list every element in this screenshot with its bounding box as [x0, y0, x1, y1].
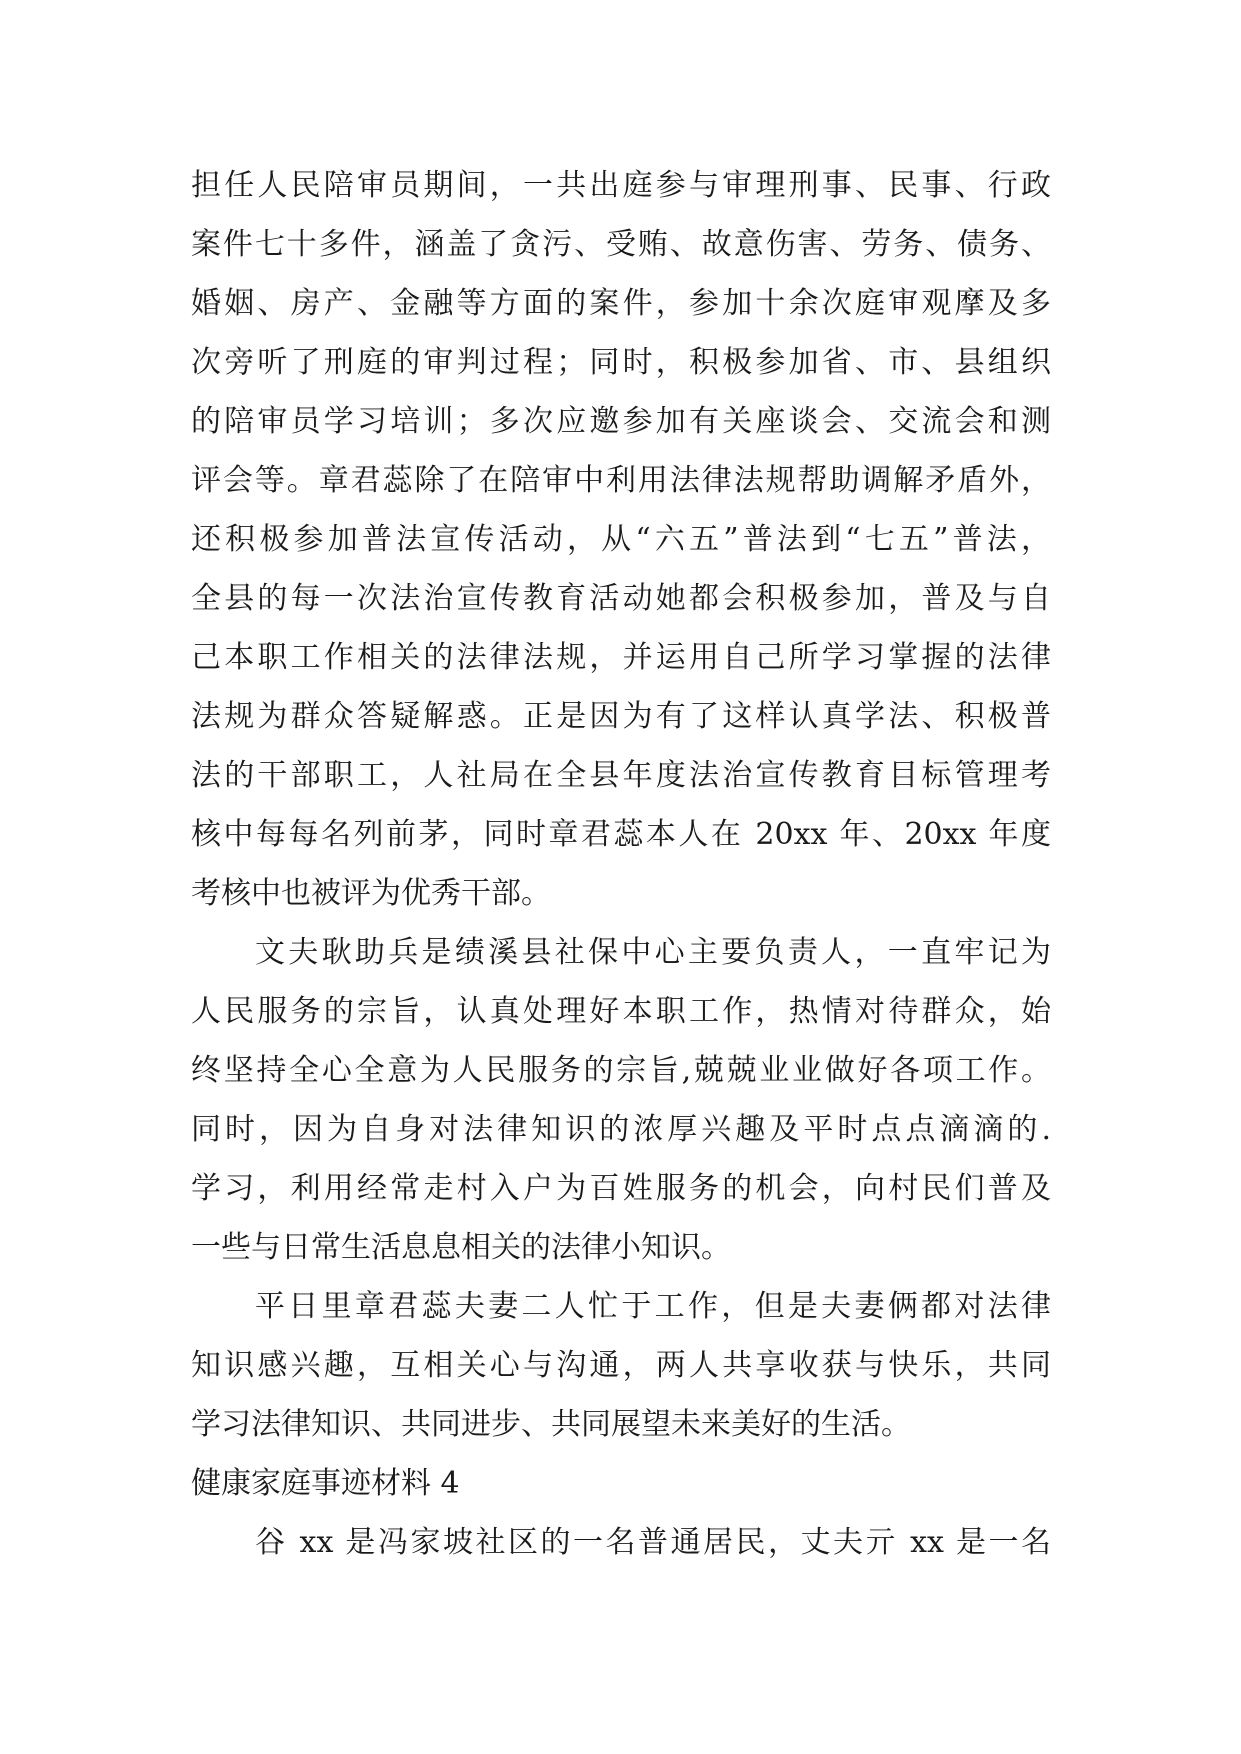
paragraph-line: 文夫耿助兵是绩溪县社保中心主要负责人，一直牢记为 [255, 935, 1051, 970]
paragraph-line: 人民服务的宗旨，认真处理好本职工作，热情对待群众，始 [191, 994, 1051, 1029]
paragraph-line: 次旁听了刑庭的审判过程；同时，积极参加省、市、县组织 [191, 345, 1051, 380]
paragraph-line: 谷 xx 是冯家坡社区的一名普通居民，丈夫亓 xx 是一名 [255, 1525, 1051, 1560]
document-body [191, 156, 1051, 1572]
paragraph-line: 案件七十多件，涵盖了贪污、受贿、故意伤害、劳务、债务、 [191, 227, 1051, 262]
paragraph-line: 终坚持全心全意为人民服务的宗旨,兢兢业业做好各项工作。 [191, 1053, 1051, 1088]
paragraph-line: 学习，利用经常走村入户为百姓服务的机会，向村民们普及 [191, 1171, 1051, 1206]
paragraph-line: 己本职工作相关的法律法规，并运用自己所学习掌握的法律 [191, 640, 1051, 675]
paragraph-line: 平日里章君蕊夫妻二人忙于工作，但是夫妻俩都对法律 [255, 1289, 1051, 1324]
paragraph-line: 考核中也被评为优秀干部。 [191, 876, 551, 911]
paragraph-line: 核中每每名列前茅，同时章君蕊本人在 20xx 年、20xx 年度 [191, 817, 1051, 852]
paragraph-line: 全县的每一次法治宣传教育活动她都会积极参加，普及与自 [191, 581, 1051, 616]
paragraph-line: 知识感兴趣，互相关心与沟通，两人共享收获与快乐，共同 [191, 1348, 1051, 1383]
paragraph-line: 评会等。章君蕊除了在陪审中利用法律法规帮助调解矛盾外， [191, 463, 1051, 498]
section-heading: 健康家庭事迹材料 4 [191, 1466, 460, 1501]
paragraph-line: 法的干部职工，人社局在全县年度法治宣传教育目标管理考 [191, 758, 1051, 793]
paragraph-line: 的陪审员学习培训；多次应邀参加有关座谈会、交流会和测 [191, 404, 1051, 439]
paragraph-line: 担任人民陪审员期间，一共出庭参与审理刑事、民事、行政 [191, 168, 1051, 203]
paragraph-line: 婚姻、房产、金融等方面的案件，参加十余次庭审观摩及多 [191, 286, 1051, 321]
paragraph-line: 学习法律知识、共同进步、共同展望未来美好的生活。 [191, 1407, 911, 1442]
paragraph-line: 同时，因为自身对法律知识的浓厚兴趣及平时点点滴滴的. [191, 1112, 1051, 1147]
paragraph-line: 一些与日常生活息息相关的法律小知识。 [191, 1230, 731, 1265]
paragraph-line: 还积极参加普法宣传活动，从“六五”普法到“七五”普法， [191, 522, 1051, 557]
paragraph-line: 法规为群众答疑解惑。正是因为有了这样认真学法、积极普 [191, 699, 1051, 734]
